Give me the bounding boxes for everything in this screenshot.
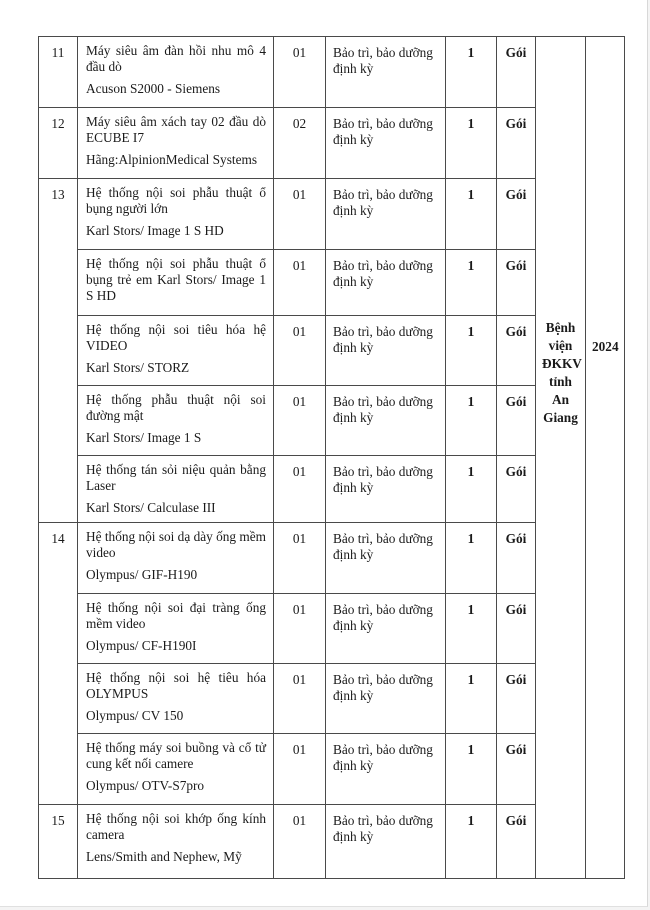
table-row	[39, 37, 625, 108]
equipment-cell	[78, 523, 274, 594]
unit-cell: Gói	[497, 594, 536, 664]
service-cell: Bảo trì, bảo dưỡng định kỳ	[326, 316, 446, 386]
quantity-cell: 01	[274, 456, 326, 523]
service-cell: Bảo trì, bảo dưỡng định kỳ	[326, 805, 446, 879]
equipment-name: Hệ thống nội soi tiêu hóa hệ VIDEO	[86, 322, 266, 353]
equipment-name: Hệ thống nội soi khớp ống kính camera	[86, 811, 266, 842]
service-cell: Bảo trì, bảo dưỡng định kỳ	[326, 108, 446, 179]
quantity-cell: 02	[274, 108, 326, 179]
equipment-name: Hệ thống nội soi phẫu thuật ổ bụng người lớn	[86, 185, 266, 216]
equipment-cell	[78, 805, 274, 879]
service-cell: Bảo trì, bảo dưỡng định kỳ	[326, 456, 446, 523]
equipment-brand: Acuson S2000 - Siemens	[86, 81, 221, 96]
amount-cell: 1	[446, 805, 497, 879]
quantity-cell: 01	[274, 250, 326, 316]
equipment-name: Hệ thống nội soi đại tràng ống mềm video	[86, 600, 266, 631]
equipment-cell	[78, 456, 274, 523]
quantity-cell: 01	[274, 734, 326, 805]
row-number: 15	[39, 805, 78, 879]
service-cell: Bảo trì, bảo dưỡng định kỳ	[326, 250, 446, 316]
quantity-cell: 01	[274, 664, 326, 734]
equipment-brand: Karl Stors/ Image 1 S HD	[86, 223, 224, 238]
equipment-brand: Olympus/ OTV-S7pro	[86, 778, 205, 793]
equipment-name: Máy siêu âm đàn hồi nhu mô 4 đầu dò	[86, 43, 266, 74]
unit-cell: Gói	[497, 805, 536, 879]
amount-cell: 1	[446, 594, 497, 664]
equipment-name: Hệ thống phẫu thuật nội soi đường mật	[86, 392, 266, 423]
amount-cell: 1	[446, 523, 497, 594]
unit-cell: Gói	[497, 250, 536, 316]
equipment-brand: Lens/Smith and Nephew, Mỹ	[86, 849, 242, 864]
unit-cell: Gói	[497, 386, 536, 456]
unit-cell: Gói	[497, 456, 536, 523]
equipment-cell	[78, 594, 274, 664]
unit-cell: Gói	[497, 108, 536, 179]
equipment-brand: Karl Stors/ Calculase III	[86, 500, 216, 515]
equipment-cell	[78, 316, 274, 386]
equipment-cell	[78, 664, 274, 734]
amount-cell: 1	[446, 664, 497, 734]
equipment-name: Hệ thống nội soi hệ tiêu hóa OLYMPUS	[86, 670, 266, 701]
location-line: Bệnh	[545, 320, 576, 335]
unit-cell: Gói	[497, 179, 536, 250]
quantity-cell: 01	[274, 37, 326, 108]
table-body	[39, 37, 625, 879]
unit-cell: Gói	[497, 664, 536, 734]
equipment-brand: Karl Stors/ Image 1 S	[86, 430, 202, 445]
amount-cell: 1	[446, 316, 497, 386]
row-number: 11	[39, 37, 78, 108]
location-line: viện	[548, 338, 573, 353]
service-cell: Bảo trì, bảo dưỡng định kỳ	[326, 179, 446, 250]
equipment-cell	[78, 250, 274, 316]
equipment-brand: Olympus/ CV 150	[86, 708, 184, 723]
amount-cell: 1	[446, 250, 497, 316]
location-line: An	[552, 392, 569, 407]
quantity-cell: 01	[274, 386, 326, 456]
location-cell	[536, 37, 586, 879]
amount-cell: 1	[446, 37, 497, 108]
amount-cell: 1	[446, 386, 497, 456]
unit-cell: Gói	[497, 37, 536, 108]
service-cell: Bảo trì, bảo dưỡng định kỳ	[326, 37, 446, 108]
amount-cell: 1	[446, 108, 497, 179]
quantity-cell: 01	[274, 594, 326, 664]
equipment-brand: Hãng:AlpinionMedical Systems	[86, 152, 257, 167]
quantity-cell: 01	[274, 179, 326, 250]
equipment-cell	[78, 734, 274, 805]
location-line: Giang	[543, 410, 578, 425]
equipment-cell	[78, 179, 274, 250]
service-cell: Bảo trì, bảo dưỡng định kỳ	[326, 386, 446, 456]
quantity-cell: 01	[274, 316, 326, 386]
equipment-brand: Olympus/ GIF-H190	[86, 567, 198, 582]
service-cell: Bảo trì, bảo dưỡng định kỳ	[326, 523, 446, 594]
amount-cell: 1	[446, 456, 497, 523]
equipment-name: Hệ thống tán sỏi niệu quản bằng Laser	[86, 462, 266, 493]
unit-cell: Gói	[497, 523, 536, 594]
equipment-name: Hệ thống nội soi phẫu thuật ổ bụng trẻ em Karl Stors/ Image 1 S HD	[86, 256, 266, 303]
location-line: tỉnh	[549, 374, 572, 389]
row-number: 14	[39, 523, 78, 805]
equipment-maintenance-table	[38, 36, 625, 879]
equipment-brand: Karl Stors/ STORZ	[86, 360, 190, 375]
unit-cell: Gói	[497, 316, 536, 386]
unit-cell: Gói	[497, 734, 536, 805]
service-cell: Bảo trì, bảo dưỡng định kỳ	[326, 664, 446, 734]
equipment-name: Hệ thống nội soi dạ dày ống mềm video	[86, 529, 266, 560]
amount-cell: 1	[446, 179, 497, 250]
year-cell: 2024	[586, 37, 625, 879]
quantity-cell: 01	[274, 805, 326, 879]
quantity-cell: 01	[274, 523, 326, 594]
equipment-name: Máy siêu âm xách tay 02 đầu dò ECUBE I7	[86, 114, 266, 145]
row-number: 13	[39, 179, 78, 523]
service-cell: Bảo trì, bảo dưỡng định kỳ	[326, 594, 446, 664]
service-cell: Bảo trì, bảo dưỡng định kỳ	[326, 734, 446, 805]
equipment-cell	[78, 108, 274, 179]
equipment-name: Hệ thống máy soi buồng và cổ tử cung kết nối camere	[86, 740, 266, 771]
equipment-cell	[78, 37, 274, 108]
row-number: 12	[39, 108, 78, 179]
amount-cell: 1	[446, 734, 497, 805]
location-line: ĐKKV	[542, 356, 582, 371]
equipment-brand: Olympus/ CF-H190I	[86, 638, 197, 653]
equipment-cell	[78, 386, 274, 456]
